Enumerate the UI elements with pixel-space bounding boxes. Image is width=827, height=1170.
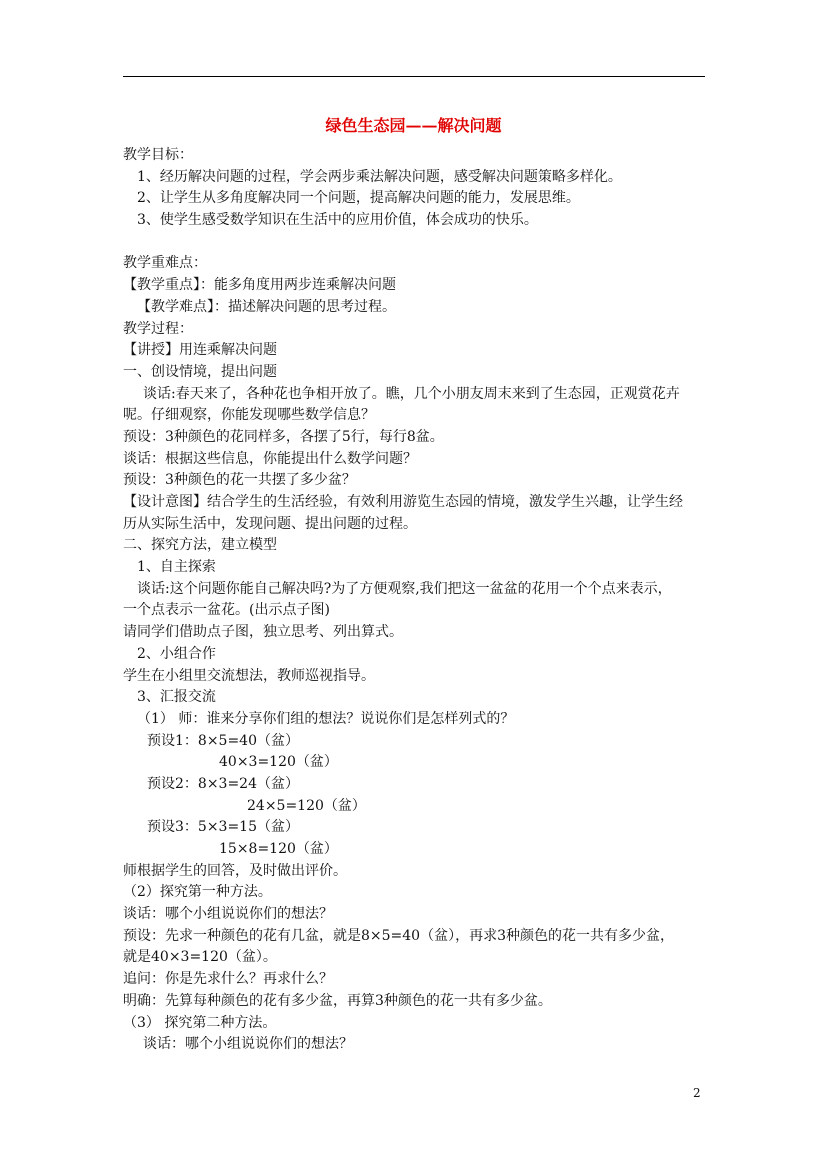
- paragraph-line: 【设计意图】结合学生的生活经验，有效利用游览生态园的情境，激发学生兴趣，让学生经: [123, 494, 683, 510]
- paragraph-line: 呢。仔细观察，你能发现哪些数学信息？: [123, 407, 375, 424]
- section-heading-objectives: 教学目标：: [123, 147, 193, 163]
- paragraph-line: （3） 探究第二种方法。: [123, 1014, 277, 1031]
- section-heading-key-points: 教学重难点：: [123, 255, 207, 272]
- paragraph-line: 预设：3种颜色的花同样多，各摆了5行，每行8盆。: [123, 428, 444, 445]
- paragraph-line: 谈话：哪个小组说说你们的想法？: [143, 1036, 353, 1053]
- equation-line: 15×8=120（盆）: [219, 841, 338, 857]
- paragraph-line: 谈话:这个问题你能自己解决吗?为了方便观察,我们把这一盆盆的花用一个个点来表示，: [137, 580, 672, 597]
- paragraph-line: 谈话：根据这些信息，你能提出什么数学问题？: [123, 450, 417, 467]
- equation-line: 24×5=120（盆）: [247, 797, 366, 814]
- paragraph-line: 请同学们借助点子图，独立思考、列出算式。: [123, 624, 403, 641]
- key-point-line: 【教学重点】：能多角度用两步连乘解决问题: [123, 277, 396, 294]
- paragraph-line: （1） 师：谁来分享你们组的想法？说说你们是怎样列式的？: [137, 710, 515, 727]
- equation-line: 预设2：8×3=24（盆）: [147, 775, 299, 792]
- difficulty-line: 【教学难点】：描述解决问题的思考过程。: [137, 298, 396, 315]
- paragraph-line: 就是40×3=120（盆）。: [123, 949, 277, 966]
- paragraph-line: 师根据学生的回答，及时做出评价。: [123, 862, 347, 879]
- paragraph-line: 谈话：哪个小组说说你们的想法？: [123, 906, 333, 923]
- paragraph-line: 追问：你是先求什么？再求什么？: [123, 971, 333, 988]
- objective-item: 2、让学生从多角度解决同一个问题，提高解决问题的能力，发展思维。: [137, 190, 580, 207]
- equation-line: 40×3=120（盆）: [219, 754, 338, 771]
- paragraph-line: 预设：先求一种颜色的花有几盆，就是8×5=40（盆），再求3种颜色的花一共有多少盆，: [123, 927, 674, 944]
- paragraph-line: 一、创设情境，提出问题: [123, 363, 277, 380]
- equation-line: 预设1：8×5=40（盆）: [147, 732, 299, 749]
- document-title: 绿色生态园——解决问题: [325, 116, 502, 135]
- paragraph-line: 历从实际生活中，发现问题、提出问题的过程。: [123, 515, 417, 532]
- section-heading-process: 教学过程：: [123, 320, 193, 337]
- paragraph-line: 3、汇报交流: [137, 689, 216, 706]
- equation-line: 预设3：5×3=15（盆）: [147, 819, 299, 836]
- objective-item: 1、经历解决问题的过程，学会两步乘法解决问题，感受解决问题策略多样化。: [137, 168, 622, 185]
- paragraph-line: 2、小组合作: [137, 645, 216, 662]
- paragraph-line: （2）探究第一种方法。: [123, 884, 272, 901]
- blank-line: [123, 232, 708, 254]
- document-body: [123, 145, 708, 1056]
- objective-item: 3、使学生感受数学知识在生活中的应用价值，体会成功的快乐。: [137, 212, 538, 229]
- paragraph-line: 1、自主探索: [137, 559, 216, 576]
- paragraph-line: 学生在小组里交流想法，教师巡视指导。: [123, 667, 375, 684]
- paragraph-line: 【讲授】用连乘解决问题: [123, 342, 277, 359]
- header-rule: [123, 76, 705, 77]
- paragraph-line: 一个点表示一盆花。(出示点子图): [123, 602, 330, 619]
- paragraph-line: 明确：先算每种颜色的花有多少盆，再算3种颜色的花一共有多少盆。: [123, 992, 552, 1009]
- paragraph-line: 预设：3种颜色的花一共摆了多少盆？: [123, 472, 356, 489]
- paragraph-line: 谈话:春天来了，各种花也争相开放了。瞧，几个小朋友周末来到了生态园，正观赏花卉: [143, 385, 680, 402]
- page-number: 2: [693, 1086, 701, 1100]
- paragraph-line: 二、探究方法，建立模型: [123, 537, 277, 554]
